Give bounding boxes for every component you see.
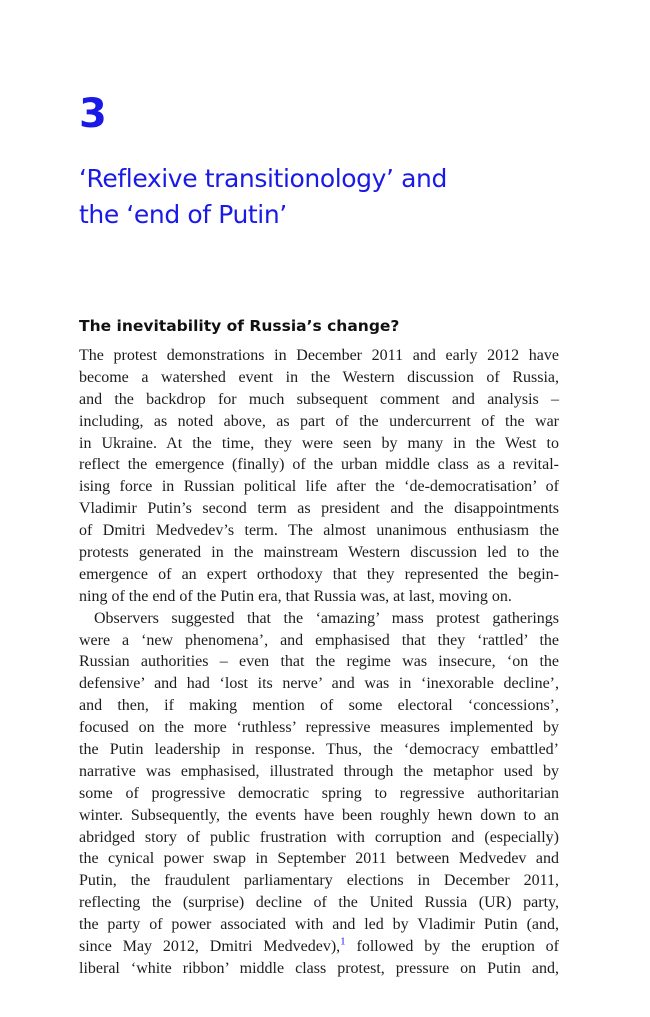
text-line: in Ukraine. At the time, they were seen by many in the West to xyxy=(79,434,559,452)
chapter-title-line: ‘Reflexive transitionology’ and xyxy=(79,164,447,193)
text-line: and the backdrop for much subsequent comment and analysis – xyxy=(79,390,559,408)
text-line: The protest demonstrations in December 2011 and early 2012 have xyxy=(79,347,559,364)
section-heading: The inevitability of Russia’s change? xyxy=(79,317,400,335)
text-line: focused on the more ‘ruthless’ repressive measures implemented by xyxy=(79,719,559,737)
text-line: narrative was emphasised, illustrated through the metaphor used by xyxy=(79,762,559,780)
text-line: including, as noted above, as part of the undercurrent of the war xyxy=(79,412,559,430)
text-line: ning of the end of the Putin era, that Russia was, at last, moving on. xyxy=(79,587,512,605)
text-line: liberal ‘white ribbon’ middle class protest, pressure on Putin and, xyxy=(79,959,559,977)
text-line: the Putin leadership in response. Thus, the ‘democracy embattled’ xyxy=(79,741,559,759)
text-fragment: since May 2012, Dmitri Medvedev), xyxy=(79,938,341,956)
text-line: Observers suggested that the ‘amazing’ mass protest gatherings xyxy=(94,609,559,627)
text-line: become a watershed event in the Western discussion of Russia, xyxy=(79,368,559,386)
text-line: of Dmitri Medvedev’s term. The almost unanimous enthusiasm the xyxy=(79,522,559,540)
text-line-with-note xyxy=(79,936,559,958)
text-line: the party of power associated with and led by Vladimir Putin (and, xyxy=(79,916,559,934)
paragraph xyxy=(79,608,559,980)
chapter-title xyxy=(79,161,579,233)
text-line: defensive’ and had ‘lost its nerve’ and was in ‘inexorable decline’, xyxy=(79,675,559,693)
text-line: Putin, the fraudulent parliamentary elections in December 2011, xyxy=(79,872,559,890)
text-line: the cynical power swap in September 2011 between Medvedev and xyxy=(79,850,559,868)
chapter-number: 3 xyxy=(79,91,107,137)
text-line: reflect the emergence (finally) of the urban middle class as a revital- xyxy=(79,456,559,474)
text-fragment: followed by the eruption of xyxy=(345,938,559,956)
text-line: ising force in Russian political life after the ‘de-democratisation’ of xyxy=(79,478,559,496)
text-line: Russian authorities – even that the regime was insecure, ‘on the xyxy=(79,653,559,671)
text-line: winter. Subsequently, the events have been roughly hewn down to an xyxy=(79,806,559,824)
text-line: were a ‘new phenomena’, and emphasised that they ‘rattled’ the xyxy=(79,631,559,649)
text-line: abridged story of public frustration with corruption and (especially) xyxy=(79,828,559,846)
footnote-reference[interactable]: 1 xyxy=(340,935,346,948)
body-text xyxy=(79,345,559,980)
text-line: reflecting the (surprise) decline of the United Russia (UR) party, xyxy=(79,894,559,912)
text-line: some of progressive democratic spring to regressive authoritarian xyxy=(79,784,559,802)
text-line: emergence of an expert orthodoxy that they represented the begin- xyxy=(79,565,559,583)
chapter-title-line: the ‘end of Putin’ xyxy=(79,200,287,229)
text-line: Vladimir Putin’s second term as president and the disappointments xyxy=(79,500,559,518)
text-line: and then, if making mention of some electoral ‘concessions’, xyxy=(79,697,559,715)
text-line: protests generated in the mainstream Western discussion led to the xyxy=(79,544,559,562)
paragraph xyxy=(79,345,559,608)
